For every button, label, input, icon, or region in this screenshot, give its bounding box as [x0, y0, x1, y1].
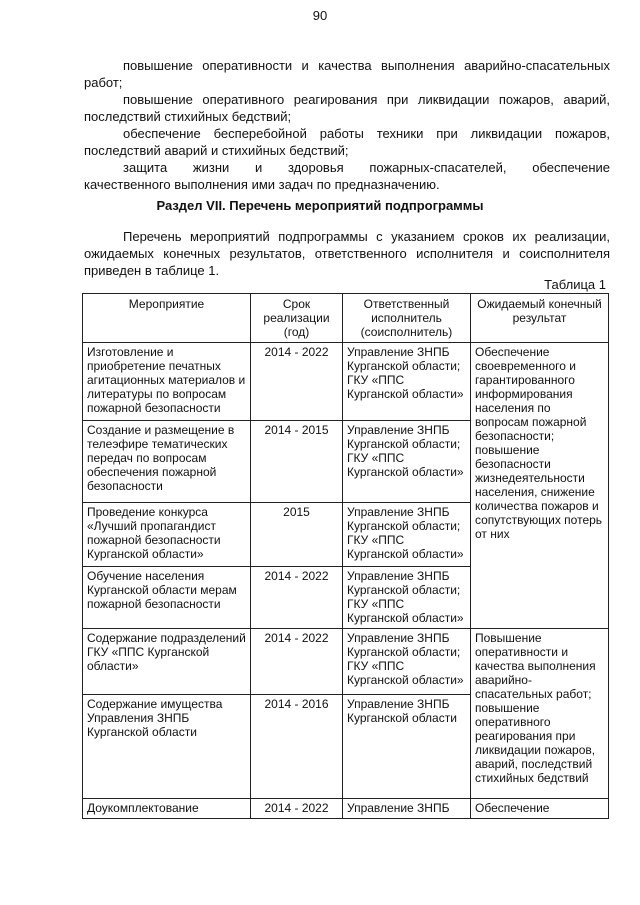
paragraph-3-line-2: последствий аварий и стихийных бедствий;	[84, 143, 349, 158]
paragraph-4-line-1: защита жизни и здоровья пожарных-спасателей, обеспечение	[123, 160, 610, 175]
paragraph-1-line-1: повышение оперативности и качества выполнения аварийно-спасательных	[123, 58, 610, 73]
measures-table	[82, 293, 609, 819]
header-executor: Ответственный исполнитель (соисполнитель)	[343, 294, 471, 343]
cell-executor: Управление ЗНПБ	[343, 799, 471, 819]
cell-term: 2014 - 2015	[251, 421, 343, 503]
cell-measure: Доукомплектование	[83, 799, 251, 819]
cell-term: 2014 - 2022	[251, 567, 343, 629]
cell-executor: Управление ЗНПБ Курганской области; ГКУ «ППС Курганской области»	[343, 567, 471, 629]
paragraph-1	[84, 57, 610, 91]
table-row	[83, 799, 609, 819]
table-caption: Таблица 1	[544, 277, 606, 292]
paragraph-3-line-1: обеспечение бесперебойной работы техники при ликвидации пожаров,	[123, 126, 610, 141]
cell-executor: Управление ЗНПБ Курганской области	[343, 695, 471, 799]
header-measure: Мероприятие	[83, 294, 251, 343]
table-row	[83, 343, 609, 421]
table-header-row	[83, 294, 609, 343]
paragraph-4	[84, 159, 610, 193]
header-term: Срок реализации (год)	[251, 294, 343, 343]
intro-paragraph: Перечень мероприятий подпрограммы с указанием сроков их реализации, ожидаемых конечных результатов, ответственного исполнителя и соисполнителя приведен в таблице 1.	[84, 229, 610, 278]
cell-result: Обеспечение своевременного и гарантированного информирования населения по вопросам пожарной безопасности; повышение безопасности жизнедеятельности населения, снижение количества пожаров и сопутствующих потерь от них	[471, 343, 609, 629]
cell-term: 2014 - 2022	[251, 343, 343, 421]
cell-executor: Управление ЗНПБ Курганской области; ГКУ «ППС Курганской области»	[343, 503, 471, 567]
cell-term: 2014 - 2022	[251, 799, 343, 819]
cell-measure: Проведение конкурса «Лучший пропагандист пожарной безопасности Курганской области»	[83, 503, 251, 567]
cell-measure: Изготовление и приобретение печатных агитационных материалов и литературы по вопросам пожарной безопасности	[83, 343, 251, 421]
paragraph-1-line-2: работ;	[84, 75, 123, 90]
cell-measure: Обучение населения Курганской области мерам пожарной безопасности	[83, 567, 251, 629]
cell-executor: Управление ЗНПБ Курганской области; ГКУ «ППС Курганской области»	[343, 421, 471, 503]
paragraph-2-line-2: последствий стихийных бедствий;	[84, 109, 292, 124]
page-number: 90	[312, 8, 328, 23]
paragraph-2	[84, 91, 610, 125]
cell-executor: Управление ЗНПБ Курганской области; ГКУ «ППС Курганской области»	[343, 343, 471, 421]
cell-measure: Содержание имущества Управления ЗНПБ Курганской области	[83, 695, 251, 799]
cell-term: 2014 - 2016	[251, 695, 343, 799]
cell-measure: Содержание подразделений ГКУ «ППС Курганской области»	[83, 629, 251, 695]
cell-term: 2015	[251, 503, 343, 567]
paragraph-2-line-1: повышение оперативного реагирования при ликвидации пожаров, аварий,	[123, 92, 610, 107]
cell-executor: Управление ЗНПБ Курганской области; ГКУ «ППС Курганской области»	[343, 629, 471, 695]
cell-term: 2014 - 2022	[251, 629, 343, 695]
section-title: Раздел VII. Перечень мероприятий подпрограммы	[156, 198, 484, 213]
cell-result: Обеспечение	[471, 799, 609, 819]
cell-measure: Создание и размещение в телеэфире тематических передач по вопросам обеспечения пожарной безопасности	[83, 421, 251, 503]
paragraph-4-line-2: качественного выполнения ими задач по предназначению.	[84, 177, 440, 192]
header-result: Ожидаемый конечный результат	[471, 294, 609, 343]
table-row	[83, 629, 609, 695]
cell-result: Повышение оперативности и качества выполнения аварийно-спасательных работ; повышение оперативного реагирования при ликвидации пожаров, аварий, последствий стихийных бедствий	[471, 629, 609, 799]
paragraph-3	[84, 125, 610, 159]
